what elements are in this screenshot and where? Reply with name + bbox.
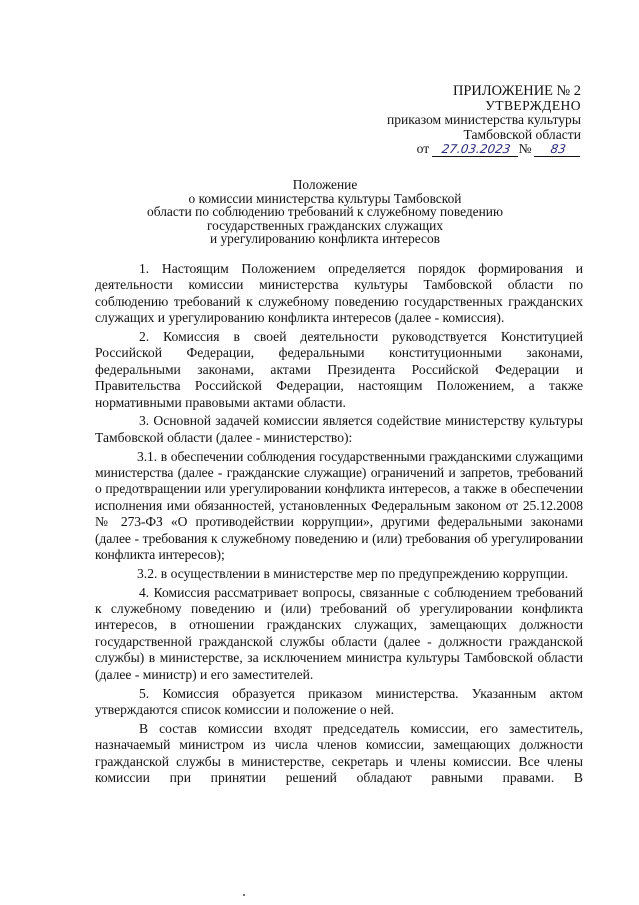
paragraph-3: 3. Основной задачей комиссии является содействие министерству культуры Тамбовской области (далее - министерство): (95, 413, 583, 445)
scan-speck (243, 894, 245, 896)
approved-label: УТВЕРЖДЕНО (485, 97, 581, 113)
number-label: № (518, 141, 532, 157)
from-label: от (416, 141, 430, 157)
title-line-2: о комиссии министерства культуры Тамбовской (188, 190, 462, 206)
title-line-5: и урегулированию конфликта интересов (209, 231, 441, 247)
paragraph-3-1: 3.1. в обеспечении соблюдения государственными гражданскими служащими министерства (далее - гражданские служащие) ограничений и запретов, требований о предотвращении или урегулировании конфликта интересов, а также в обеспечении исполнения ими обязанностей, установленных Федеральным законом от 25.12.2008 № 273-ФЗ «О противодействии коррупции», другими федеральными законами (далее - требования к служебному поведению и (или) требования об урегулировании конфликта интересов); (95, 448, 583, 563)
approval-header (281, 84, 581, 157)
document-body (95, 261, 583, 789)
paragraph-5: 5. Комиссия образуется приказом министерства. Указанным актом утверждаются список комиссии и положение о ней. (95, 685, 583, 717)
handwritten-number: 83 (534, 143, 582, 157)
paragraph-6: В состав комиссии входят председатель комиссии, его заместитель, назначаемый министром из числа членов комиссии, замещающих должности гражданской службы в министерстве, секретарь и члены комиссии. Все члены комиссии при принятии решений обладают равными правами. В (95, 720, 583, 785)
title-line-3: области по соблюдению требований к служебному поведению (147, 204, 503, 220)
order-date-number (281, 142, 581, 157)
order-line-1: приказом министерства культуры (386, 112, 581, 128)
paragraph-1: 1. Настоящим Положением определяется порядок формирования и деятельности комиссии министерства культуры Тамбовской области по соблюдению требований к служебному поведению государственных гражданских служащих и урегулированию конфликта интересов (далее - комиссия). (95, 261, 583, 326)
paragraph-3-2: 3.2. в осуществлении в министерстве мер по предупреждению коррупции. (137, 565, 569, 581)
order-line-2: Тамбовской области (463, 126, 581, 142)
paragraph-2: 2. Комиссия в своей деятельности руководствуется Конституцией Российской Федерации, федеральными конституционными законами, федеральными законами, актами Президента Российской Федерации и Правительства Российской Федерации, настоящим Положением, а также нормативными правовыми актами области. (95, 329, 583, 410)
handwritten-date: 27.03.2023 (432, 143, 520, 157)
title-line-4: государственных гражданских служащих (206, 217, 444, 233)
appendix-label: ПРИЛОЖЕНИЕ № 2 (453, 83, 581, 99)
paragraph-4: 4. Комиссия рассматривает вопросы, связанные с соблюдением требований к служебному поведению и (или) требований об урегулировании конфликта интересов, в отношении гражданских служащих, замещающих должности государственной гражданской службы области (далее - должности гражданской службы) в министерстве, за исключением министра культуры Тамбовской области (далее - министр) и его заместителей. (95, 584, 583, 682)
title-line-1: Положение (292, 177, 358, 192)
document-title (110, 178, 540, 246)
